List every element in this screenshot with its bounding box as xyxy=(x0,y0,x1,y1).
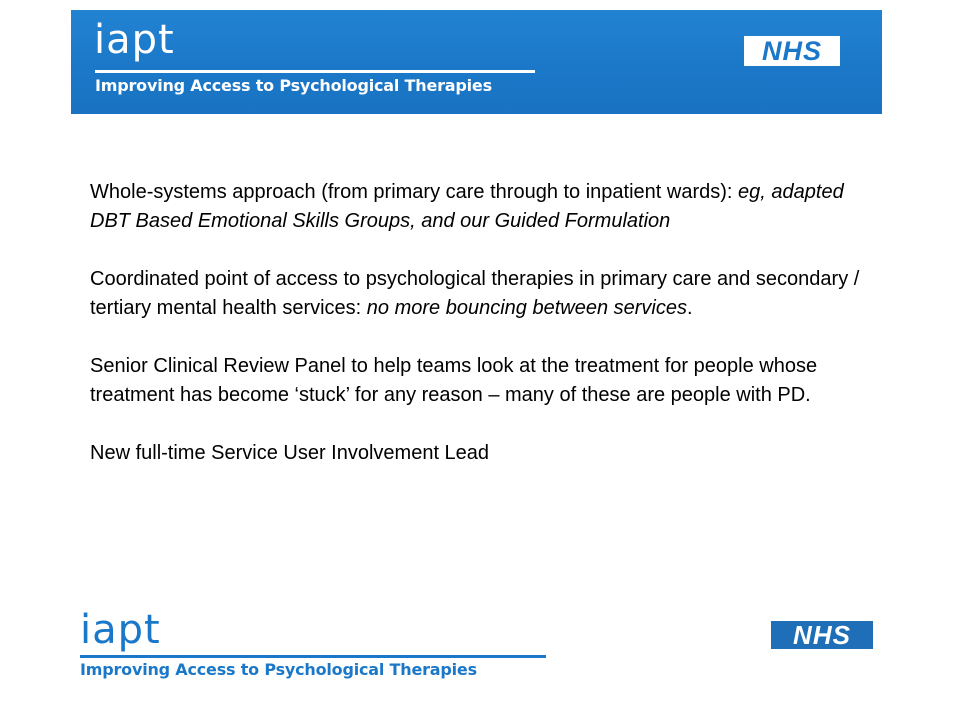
iapt-logo-word: iapt xyxy=(94,17,175,63)
footer-iapt-logo-tagline: Improving Access to Psychological Therapies xyxy=(80,660,477,679)
paragraph-3-text: Senior Clinical Review Panel to help teams look at the treatment for people whose treatment has become ‘stuck’ for any reason – many of these are people with PD. xyxy=(90,355,818,406)
nhs-logo: NHS xyxy=(744,36,840,66)
bullet-paragraph-4 xyxy=(90,439,880,468)
paragraph-2-tail: . xyxy=(686,297,693,319)
bullet-paragraph-1 xyxy=(90,178,880,236)
bullet-paragraph-2 xyxy=(90,265,880,323)
paragraph-2-text: Coordinated point of access to psychological therapies in primary care and secondary / tertiary mental health services: xyxy=(90,268,860,319)
iapt-logo-underline xyxy=(95,70,535,73)
header-banner xyxy=(71,10,882,114)
footer-nhs-logo: NHS xyxy=(771,621,873,649)
paragraph-1-text: Whole-systems approach (from primary care through to inpatient wards): xyxy=(90,181,739,203)
paragraph-4-text: New full-time Service User Involvement Lead xyxy=(90,442,490,464)
iapt-logo-tagline: Improving Access to Psychological Therapies xyxy=(95,76,492,95)
footer-iapt-logo-word: iapt xyxy=(80,607,161,653)
paragraph-2-emphasis: no more bouncing between services xyxy=(366,297,687,319)
slide-body xyxy=(90,178,880,468)
footer-iapt-logo-underline xyxy=(80,655,546,658)
bullet-paragraph-3 xyxy=(90,352,880,410)
paragraph-1-emphasis: eg, adapted DBT Based Emotional Skills Groups, and our Guided Formulation xyxy=(90,181,844,232)
